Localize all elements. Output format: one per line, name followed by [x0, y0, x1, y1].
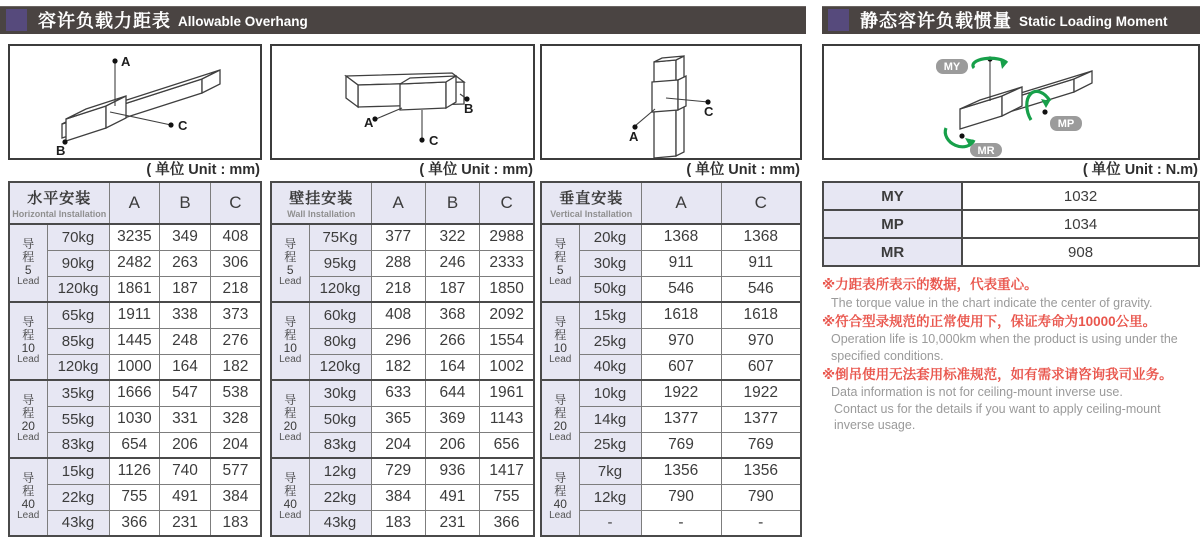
value-cell: 231: [160, 510, 211, 536]
column-header: A: [371, 182, 425, 224]
load-cell: 75Kg: [309, 224, 371, 250]
table-row: [271, 354, 534, 380]
lead-cell: 导 程 5 Lead: [9, 224, 47, 302]
column-header: C: [480, 182, 534, 224]
column-header: B: [425, 182, 479, 224]
table-row: [541, 250, 801, 276]
notes: [822, 275, 1200, 433]
table-row: [541, 432, 801, 458]
table-row: [541, 484, 801, 510]
note-en: The torque value in the chart indicate the center of gravity.: [831, 295, 1153, 310]
header-title-en: Static Loading Moment: [1019, 14, 1168, 29]
moment-drawing-icon: [824, 46, 1198, 158]
load-cell: 12kg: [309, 458, 371, 484]
value-cell: 218: [210, 276, 261, 302]
load-cell: 10kg: [579, 380, 641, 406]
value-cell: 1445: [109, 328, 160, 354]
unit-label: ( 单位 Unit : mm): [419, 162, 533, 178]
load-cell: 35kg: [47, 380, 109, 406]
value-cell: 790: [641, 484, 721, 510]
accent-square-icon: [6, 9, 27, 31]
table-header-row: [9, 182, 261, 224]
wall-install-diagram: [270, 44, 535, 160]
load-cell: 50kg: [579, 276, 641, 302]
table-row: [271, 224, 534, 250]
value-cell: 656: [480, 432, 534, 458]
table-row: [541, 458, 801, 484]
table-row: [271, 484, 534, 510]
table-row: [823, 182, 1199, 210]
note-item: [822, 275, 1200, 311]
value-cell: 1618: [641, 302, 721, 328]
load-cell: 15kg: [579, 302, 641, 328]
point-label-c: C: [178, 118, 188, 133]
point-label-c: C: [429, 133, 439, 148]
value-cell: 607: [721, 354, 801, 380]
table-row: [271, 276, 534, 302]
load-cell: 14kg: [579, 406, 641, 432]
static-loading-moment-section: [822, 44, 1200, 434]
value-cell: 1356: [721, 458, 801, 484]
header-bar-allowable-overhang: [0, 6, 806, 34]
load-cell: 12kg: [579, 484, 641, 510]
note-en: Data information is not for ceiling-mount inverse use.: [831, 385, 1123, 400]
value-cell: -: [641, 510, 721, 536]
value-cell: 577: [210, 458, 261, 484]
value-cell: 1126: [109, 458, 160, 484]
value-cell: 911: [641, 250, 721, 276]
value-cell: 633: [371, 380, 425, 406]
column-header: A: [641, 182, 721, 224]
vertical-install-diagram: [540, 44, 802, 160]
value-cell: 263: [160, 250, 211, 276]
value-cell: 248: [160, 328, 211, 354]
value-cell: 1368: [721, 224, 801, 250]
value-cell: 755: [109, 484, 160, 510]
load-cell: 25kg: [579, 328, 641, 354]
value-cell: 296: [371, 328, 425, 354]
note-zh: ※力距表所表示的数据，代表重心。: [822, 277, 1038, 292]
load-cell: 7kg: [579, 458, 641, 484]
value-cell: 1666: [109, 380, 160, 406]
load-cell: 80kg: [309, 328, 371, 354]
note-item: [822, 365, 1200, 433]
value-cell: 755: [480, 484, 534, 510]
header-bar-static-loading-moment: [822, 6, 1200, 34]
value-cell: 183: [210, 510, 261, 536]
value-cell: 182: [371, 354, 425, 380]
value-cell: 377: [371, 224, 425, 250]
load-cell: 43kg: [309, 510, 371, 536]
value-cell: 204: [210, 432, 261, 458]
value-cell: 740: [160, 458, 211, 484]
moment-label: MP: [823, 210, 962, 238]
value-cell: 970: [641, 328, 721, 354]
value-cell: 408: [371, 302, 425, 328]
table-title: 水平安装 Horizontal Installation: [9, 182, 109, 224]
load-cell: 70kg: [47, 224, 109, 250]
table-row: [541, 354, 801, 380]
point-label-c: C: [704, 104, 714, 119]
load-cell: 83kg: [47, 432, 109, 458]
point-label-a: A: [121, 54, 131, 69]
lead-cell: 导 程 10 Lead: [271, 302, 309, 380]
header-title-en: Allowable Overhang: [178, 14, 308, 29]
value-cell: 322: [425, 224, 479, 250]
value-cell: 164: [425, 354, 479, 380]
load-cell: 85kg: [47, 328, 109, 354]
value-cell: 231: [425, 510, 479, 536]
value-cell: 3235: [109, 224, 160, 250]
table-row: [9, 276, 261, 302]
value-cell: 1850: [480, 276, 534, 302]
column-header: C: [210, 182, 261, 224]
value-cell: 408: [210, 224, 261, 250]
unit-label: ( 单位 Unit : mm): [146, 162, 260, 178]
load-cell: 22kg: [309, 484, 371, 510]
table-row: [9, 484, 261, 510]
value-cell: 644: [425, 380, 479, 406]
note-zh: ※符合型录规范的正常使用下，保证寿命为10000公里。: [822, 313, 1157, 329]
column-header: B: [160, 182, 211, 224]
lead-cell: 导 程 5 Lead: [541, 224, 579, 302]
load-cell: -: [579, 510, 641, 536]
value-cell: 1861: [109, 276, 160, 302]
value-cell: 246: [425, 250, 479, 276]
value-cell: 349: [160, 224, 211, 250]
installation-table: [8, 181, 262, 537]
value-cell: 769: [641, 432, 721, 458]
table-header-row: [541, 182, 801, 224]
value-cell: 266: [425, 328, 479, 354]
load-cell: 55kg: [47, 406, 109, 432]
table-header-row: [271, 182, 534, 224]
table-row: [271, 250, 534, 276]
value-cell: 328: [210, 406, 261, 432]
table-row: [271, 406, 534, 432]
value-cell: 338: [160, 302, 211, 328]
point-label-a: A: [364, 115, 374, 130]
value-cell: 769: [721, 432, 801, 458]
lead-cell: 导 程 20 Lead: [541, 380, 579, 458]
point-label-b: B: [464, 101, 474, 116]
load-cell: 22kg: [47, 484, 109, 510]
lead-cell: 导 程 20 Lead: [9, 380, 47, 458]
value-cell: 729: [371, 458, 425, 484]
load-cell: 83kg: [309, 432, 371, 458]
value-cell: 1961: [480, 380, 534, 406]
table-row: [9, 354, 261, 380]
value-cell: 1368: [641, 224, 721, 250]
load-cell: 30kg: [579, 250, 641, 276]
header-title-zh: 静态容许负载惯量: [860, 11, 1012, 31]
horizontal-install-drawing-icon: [10, 46, 260, 158]
value-cell: 1030: [109, 406, 160, 432]
lead-cell: 导 程 10 Lead: [9, 302, 47, 380]
table-row: [541, 302, 801, 328]
load-cell: 90kg: [47, 250, 109, 276]
load-cell: 95kg: [309, 250, 371, 276]
moment-label-mp: MP: [1057, 118, 1075, 130]
table-row: [9, 458, 261, 484]
moment-label-mr: MR: [977, 145, 995, 157]
value-cell: 288: [371, 250, 425, 276]
horizontal-install-table-holder: [8, 181, 262, 537]
load-cell: 20kg: [579, 224, 641, 250]
value-cell: 491: [425, 484, 479, 510]
table-row: [271, 432, 534, 458]
value-cell: 911: [721, 250, 801, 276]
load-cell: 43kg: [47, 510, 109, 536]
column-header: C: [721, 182, 801, 224]
load-cell: 120kg: [309, 276, 371, 302]
unit-label: ( 单位 Unit : mm): [686, 162, 800, 178]
value-cell: 182: [210, 354, 261, 380]
value-cell: 306: [210, 250, 261, 276]
lead-cell: 导 程 40 Lead: [271, 458, 309, 536]
horizontal-installation-section: [8, 44, 262, 537]
value-cell: 369: [425, 406, 479, 432]
load-cell: 120kg: [309, 354, 371, 380]
value-cell: 1143: [480, 406, 534, 432]
value-cell: 187: [160, 276, 211, 302]
value-cell: 654: [109, 432, 160, 458]
table-row: [823, 210, 1199, 238]
value-cell: 366: [480, 510, 534, 536]
moment-value: 908: [962, 238, 1199, 266]
value-cell: 1922: [721, 380, 801, 406]
value-cell: 206: [160, 432, 211, 458]
load-cell: 30kg: [309, 380, 371, 406]
table-row: [541, 380, 801, 406]
moment-diagram: [822, 44, 1200, 160]
lead-cell: 导 程 40 Lead: [541, 458, 579, 536]
table-row: [271, 302, 534, 328]
wall-install-drawing-icon: [272, 46, 533, 158]
moment-value: 1034: [962, 210, 1199, 238]
static-moment-table: [822, 181, 1200, 267]
point-label-a: A: [629, 129, 639, 144]
value-cell: 183: [371, 510, 425, 536]
vertical-install-table-holder: [540, 181, 802, 537]
load-cell: 120kg: [47, 354, 109, 380]
value-cell: 218: [371, 276, 425, 302]
value-cell: 384: [210, 484, 261, 510]
value-cell: 491: [160, 484, 211, 510]
table-title: 壁挂安装 Wall Installation: [271, 182, 371, 224]
value-cell: 204: [371, 432, 425, 458]
table-row: [541, 224, 801, 250]
value-cell: 1002: [480, 354, 534, 380]
installation-table: [270, 181, 535, 537]
load-cell: 40kg: [579, 354, 641, 380]
value-cell: 2988: [480, 224, 534, 250]
value-cell: 607: [641, 354, 721, 380]
table-row: [9, 302, 261, 328]
value-cell: 546: [721, 276, 801, 302]
table-row: [9, 224, 261, 250]
table-row: [271, 458, 534, 484]
value-cell: 2092: [480, 302, 534, 328]
value-cell: 970: [721, 328, 801, 354]
value-cell: -: [721, 510, 801, 536]
value-cell: 366: [109, 510, 160, 536]
value-cell: 538: [210, 380, 261, 406]
value-cell: 384: [371, 484, 425, 510]
table-row: [541, 510, 801, 536]
header-title-zh: 容许负载力距表: [38, 11, 171, 31]
table-row: [541, 406, 801, 432]
table-row: [9, 328, 261, 354]
wall-install-table-holder: [270, 181, 535, 537]
value-cell: 2482: [109, 250, 160, 276]
lead-cell: 导 程 40 Lead: [9, 458, 47, 536]
table-row: [823, 238, 1199, 266]
vertical-install-drawing-icon: [542, 46, 800, 158]
note-zh: ※倒吊使用无法套用标准规范，如有需求请咨询我司业务。: [822, 366, 1173, 382]
note-en: Contact us for the details if you want to apply ceiling-mount inverse usage.: [834, 401, 1161, 432]
value-cell: 1417: [480, 458, 534, 484]
table-row: [9, 250, 261, 276]
moment-label: MR: [823, 238, 962, 266]
value-cell: 1618: [721, 302, 801, 328]
table-row: [9, 406, 261, 432]
table-row: [9, 510, 261, 536]
value-cell: 1377: [641, 406, 721, 432]
load-cell: 60kg: [309, 302, 371, 328]
load-cell: 25kg: [579, 432, 641, 458]
table-row: [9, 380, 261, 406]
table-row: [271, 510, 534, 536]
wall-installation-section: [270, 44, 535, 537]
value-cell: 1356: [641, 458, 721, 484]
value-cell: 164: [160, 354, 211, 380]
value-cell: 2333: [480, 250, 534, 276]
vertical-installation-section: [540, 44, 802, 537]
value-cell: 368: [425, 302, 479, 328]
horizontal-install-diagram: [8, 44, 262, 160]
lead-cell: 导 程 20 Lead: [271, 380, 309, 458]
value-cell: 187: [425, 276, 479, 302]
table-row: [541, 276, 801, 302]
load-cell: 120kg: [47, 276, 109, 302]
lead-cell: 导 程 5 Lead: [271, 224, 309, 302]
load-cell: 50kg: [309, 406, 371, 432]
note-item: [822, 312, 1200, 364]
value-cell: 790: [721, 484, 801, 510]
moment-value: 1032: [962, 182, 1199, 210]
table-row: [9, 432, 261, 458]
value-cell: 1911: [109, 302, 160, 328]
value-cell: 373: [210, 302, 261, 328]
value-cell: 365: [371, 406, 425, 432]
value-cell: 1377: [721, 406, 801, 432]
value-cell: 547: [160, 380, 211, 406]
note-en: Operation life is 10,000km when the product is using under the specified conditions.: [831, 332, 1178, 363]
point-label-b: B: [56, 143, 66, 158]
table-title: 垂直安装 Vertical Installation: [541, 182, 641, 224]
moment-label-my: MY: [943, 61, 961, 73]
value-cell: 206: [425, 432, 479, 458]
value-cell: 1554: [480, 328, 534, 354]
column-header: A: [109, 182, 160, 224]
table-row: [271, 328, 534, 354]
value-cell: 1922: [641, 380, 721, 406]
value-cell: 276: [210, 328, 261, 354]
value-cell: 1000: [109, 354, 160, 380]
installation-table: [540, 181, 802, 537]
moment-label: MY: [823, 182, 962, 210]
unit-label: ( 单位 Unit : N.m): [1082, 162, 1198, 178]
value-cell: 936: [425, 458, 479, 484]
value-cell: 546: [641, 276, 721, 302]
table-row: [271, 380, 534, 406]
table-row: [541, 328, 801, 354]
load-cell: 65kg: [47, 302, 109, 328]
value-cell: 331: [160, 406, 211, 432]
load-cell: 15kg: [47, 458, 109, 484]
accent-square-icon: [828, 9, 849, 31]
lead-cell: 导 程 10 Lead: [541, 302, 579, 380]
